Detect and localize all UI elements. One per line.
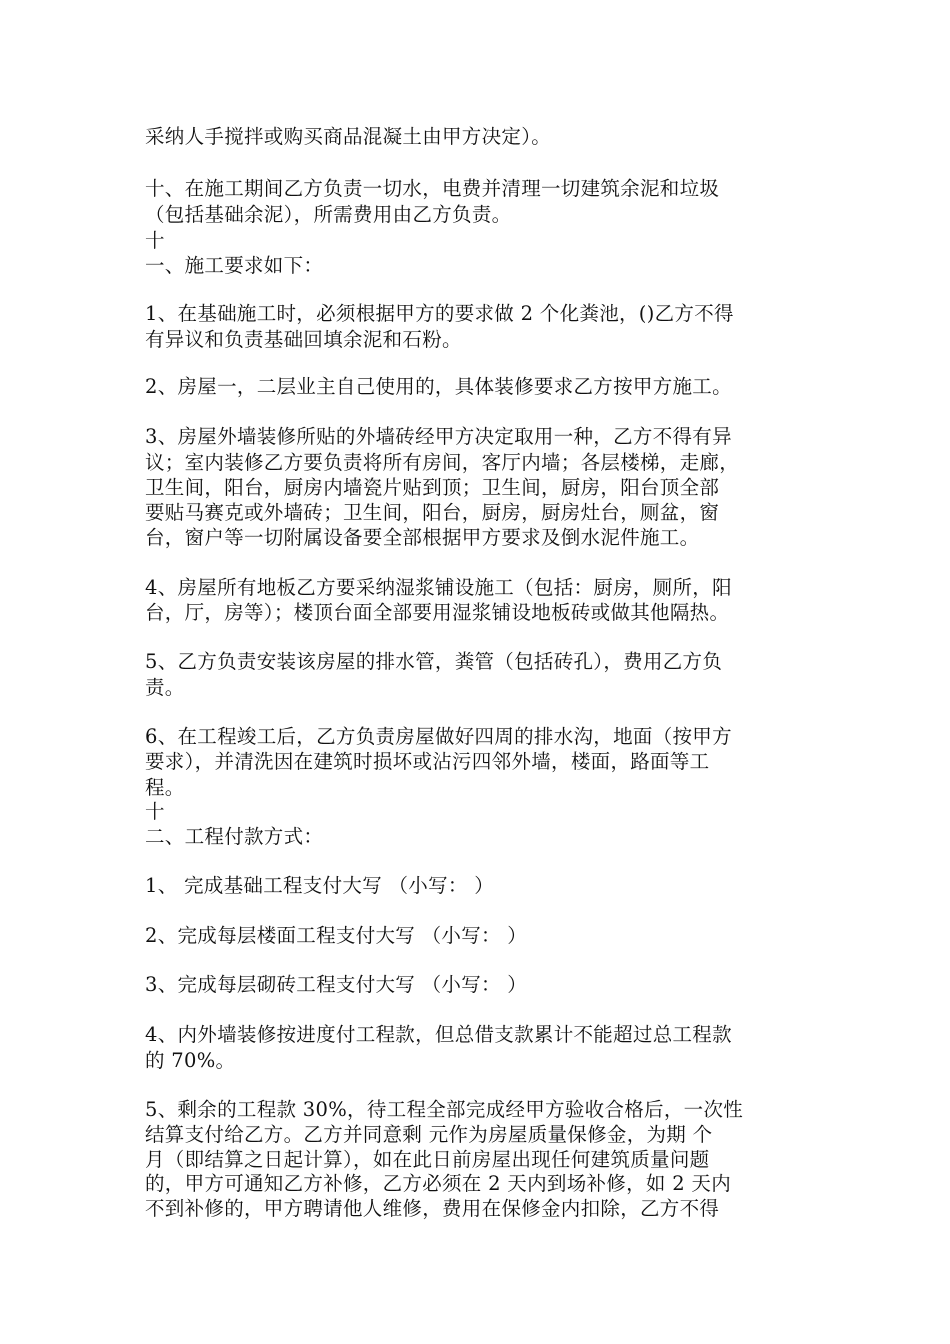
text-line: 卫生间，阳台，厨房内墙瓷片贴到顶；卫生间，厨房，阳台顶全部 — [145, 476, 720, 499]
text-line: 4、房屋所有地板乙方要采纳湿浆铺设施工（包括：厨房，厕所，阳 — [145, 576, 732, 599]
text-line: 月（即结算之日起计算），如在此日前房屋出现任何建筑质量问题 — [145, 1148, 710, 1171]
text-line: 议；室内装修乙方要负责将所有房间，客厅内墙；各层楼梯，走廊， — [145, 451, 740, 474]
text-line: 二、工程付款方式： — [145, 825, 324, 848]
text-line: 5、剩余的工程款 30%，待工程全部完成经甲方验收合格后，一次性 — [145, 1098, 744, 1121]
text-line: （包括基础余泥），所需费用由乙方负责。 — [145, 203, 512, 226]
text-line: 责。 — [145, 676, 185, 699]
text-line: 5、乙方负责安装该房屋的排水管，粪管（包括砖孔），费用乙方负 — [145, 650, 723, 673]
text-line: 1、 完成基础工程支付大写 （小写： ） — [145, 874, 495, 897]
text-line: 4、内外墙装修按进度付工程款，但总借支款累计不能超过总工程款 — [145, 1023, 732, 1046]
text-line: 要求），并清洗因在建筑时损坏或沾污四邻外墙，楼面，路面等工 — [145, 750, 710, 773]
text-line: 的 70%。 — [145, 1049, 236, 1072]
text-line: 6、在工程竣工后，乙方负责房屋做好四周的排水沟，地面（按甲方 — [145, 725, 732, 748]
text-line: 1、在基础施工时，必须根据甲方的要求做 2 个化粪池，()乙方不得 — [145, 302, 734, 325]
text-line: 的，甲方可通知乙方补修，乙方必须在 2 天内到场补修，如 2 天内 — [145, 1172, 732, 1195]
text-line: 台，窗户等一切附属设备要全部根据甲方要求及倒水泥件施工。 — [145, 526, 700, 549]
text-line: 要贴马赛克或外墙砖；卫生间，阳台，厨房，厨房灶台，厕盆，窗 — [145, 501, 720, 524]
text-line: 一、施工要求如下： — [145, 254, 324, 277]
text-line: 2、完成每层楼面工程支付大写 （小写： ） — [145, 924, 528, 947]
text-line: 有异议和负责基础回填余泥和石粉。 — [145, 328, 462, 351]
text-line: 台，厅，房等）；楼顶台面全部要用湿浆铺设地板砖或做其他隔热。 — [145, 601, 730, 624]
text-line: 十 — [145, 229, 165, 252]
text-line: 2、房屋一，二层业主自己使用的，具体装修要求乙方按甲方施工。 — [145, 375, 732, 398]
text-line: 3、完成每层砌砖工程支付大写 （小写： ） — [145, 973, 528, 996]
text-line: 采纳人手搅拌或购买商品混凝土由甲方决定）。 — [145, 125, 552, 148]
text-line: 程。 — [145, 776, 185, 799]
text-line: 十、在施工期间乙方负责一切水，电费并清理一切建筑余泥和垃圾 — [145, 177, 720, 200]
text-line: 3、房屋外墙装修所贴的外墙砖经甲方决定取用一种，乙方不得有异 — [145, 425, 732, 448]
text-line: 十 — [145, 800, 165, 823]
text-line: 结算支付给乙方。乙方并同意剩 元作为房屋质量保修金，为期 个 — [145, 1123, 713, 1146]
text-line: 不到补修的，甲方聘请他人维修，费用在保修金内扣除，乙方不得 — [145, 1197, 720, 1220]
